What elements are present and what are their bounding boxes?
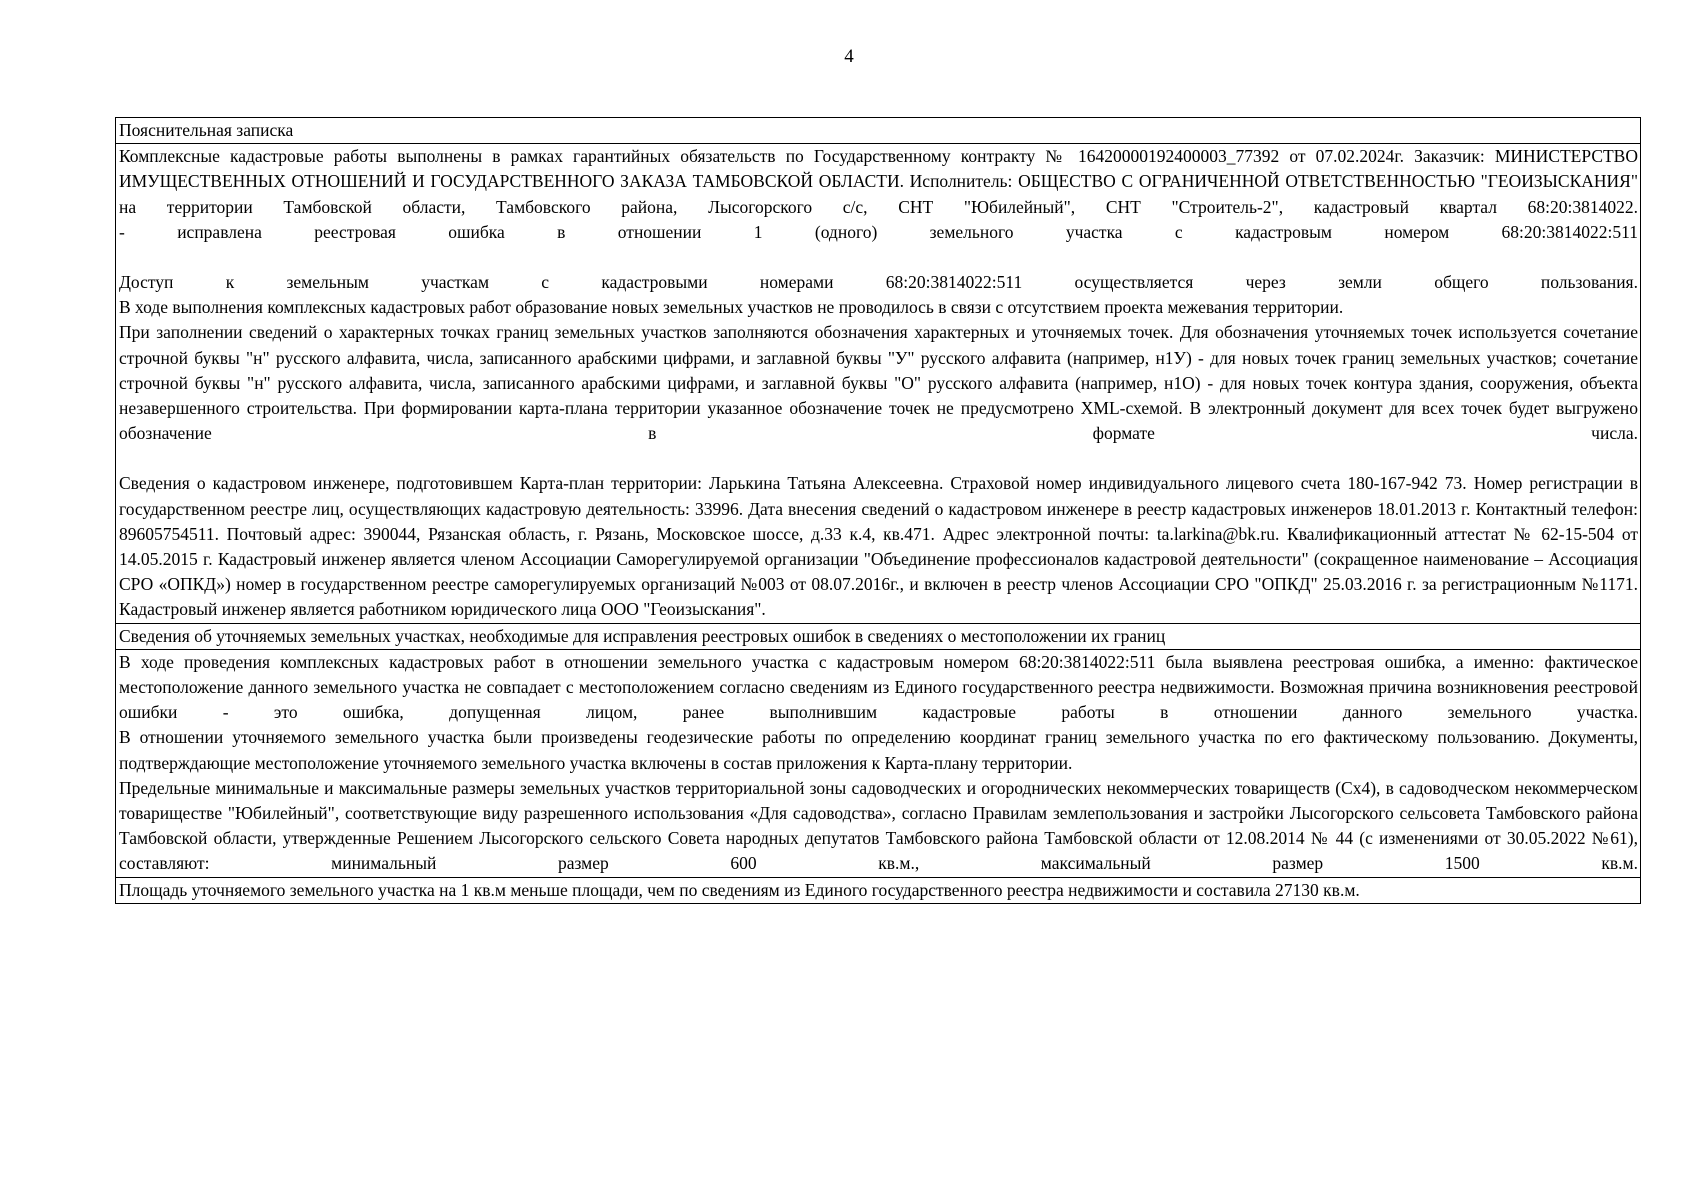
section2-cell (116, 649, 1641, 877)
section2-heading-cell: Сведения об уточняемых земельных участках, необходимые для исправления реестровых ошибок в сведениях о местоположении их границ (116, 623, 1641, 649)
area-cell: Площадь уточняемого земельного участка на 1 кв.м меньше площади, чем по сведениям из Единого государственного реестра недвижимости и составила 27130 кв.м. (116, 877, 1641, 903)
engineer-info-paragraph: Сведения о кадастровом инженере, подготовившем Карта-план территории: Ларькина Татьяна Алексеевна. Страховой номер индивидуального лицевого счета 180-167-942 73. Номер регистрации в государственном реестре лиц, осуществляющих кадастровую деятельность: 33996. Дата внесения сведений о кадастровом инженере в реестр кадастровых инженеров 18.01.2013 г. Контактный телефон: 89605754511. Почтовый адрес: 390044, Рязанская область, г. Рязань, Московское шоссе, д.33 к.4, кв.471. Адрес электронной почты: ta.larkina@bk.ru. Квалификационный аттестат № 62-15-504 от 14.05.2015 г. Кадастровый инженер является членом Ассоциации Саморегулируемой организации "Объединение профессионалов кадастровой деятельности" (сокращенное наименование – Ассоциация СРО «ОПКД») номер в государственном реестре саморегулируемых организаций №003 от 08.07.2016г., и включен в реестр членов Ассоциации СРО "ОПКД" 25.03.2016 г. за регистрационным №1171. Кадастровый инженер является работником юридического лица ООО "Геоизыскания". (119, 473, 1638, 620)
section1-cell (116, 144, 1641, 623)
title-row (116, 118, 1641, 144)
points-designation-paragraph: При заполнении сведений о характерных точках границ земельных участков заполняются обозначения характерных и уточняемых точек. Для обозначения уточняемых точек используется сочетание строчной буквы "н" русского алфавита, числа, записанного арабскими цифрами, и заглавной буквы "У" русского алфавита (например, н1У) - для новых точек границ земельных участков; сочетание строчной буквы "н" русского алфавита, числа, записанного арабскими цифрами, и заглавной буквы "О" русского алфавита (например, н1О) - для новых точек контура здания, сооружения, объекта незавершенного строительства. При формировании карта-плана территории указанное обозначение точек не предусмотрено XML-схемой. В электронный документ для всех точек будет выгружено обозначение в формате числа. (119, 322, 1638, 444)
registry-error-paragraph: В ходе проведения комплексных кадастровых работ в отношении земельного участка с кадастровым номером 68:20:3814022:511 была выявлена реестровая ошибка, а именно: фактическое местоположение данного земельного участка не совпадает с местоположением согласно сведениям из Единого государственного реестра недвижимости. Возможная причина возникновения реестровой ошибки - это ошибка, допущенная лицом, ранее выполнившим кадастровые работы в отношении данного земельного участка. (119, 651, 1638, 723)
section1-row (116, 144, 1641, 623)
new-parcels-paragraph: В ходе выполнения комплексных кадастровых работ образование новых земельных участков не проводилось в связи с отсутствием проекта межевания территории. (119, 297, 1344, 318)
explanatory-note-table (115, 117, 1641, 904)
size-limits-paragraph: Предельные минимальные и максимальные размеры земельных участков территориальной зоны садоводческих и огороднических некоммерческих товариществ (Сх4), в садоводческом некоммерческом товариществе "Юбилейный", соответствующие виду разрешенного использования «Для садоводства», согласно Правилам землепользования и застройки Лысогорского сельсовета Тамбовского района Тамбовской области, утвержденные Решением Лысогорского сельского Совета народных депутатов Тамбовского района Тамбовской области от 12.08.2014 № 44 (с изменениями от 30.05.2022 №61), составляют: минимальный размер 600 кв.м., максимальный размер 1500 кв.м. (119, 777, 1638, 874)
section2-heading-row (116, 623, 1641, 649)
page-number: 4 (844, 46, 854, 67)
correction-paragraph: - исправлена реестровая ошибка в отношении 1 (одного) земельного участка с кадастровым номером 68:20:3814022:511 (119, 221, 1638, 242)
access-paragraph: Доступ к земельным участкам с кадастровыми номерами 68:20:3814022:511 осуществляется через земли общего пользования. (119, 272, 1638, 293)
area-row (116, 877, 1641, 903)
paragraph-gap (119, 446, 1638, 471)
paragraph-gap (119, 245, 1638, 270)
section2-row (116, 649, 1641, 877)
contract-paragraph: Комплексные кадастровые работы выполнены в рамках гарантийных обязательств по Государственному контракту № 16420000192400003_77392 от 07.02.2024г. Заказчик: МИНИСТЕРСТВО ИМУЩЕСТВЕННЫХ ОТНОШЕНИЙ И ГОСУДАРСТВЕННОГО ЗАКАЗА ТАМБОВСКОЙ ОБЛАСТИ. Исполнитель: ОБЩЕСТВО С ОГРАНИЧЕННОЙ ОТВЕТСТВЕННОСТЬЮ "ГЕОИЗЫСКАНИЯ" на территории Тамбовской области, Тамбовского района, Лысогорского с/с, СНТ "Юбилейный", СНТ "Строитель-2", кадастровый квартал 68:20:3814022. (119, 146, 1638, 217)
title-cell: Пояснительная записка (116, 118, 1641, 144)
geodetic-works-paragraph: В отношении уточняемого земельного участка были произведены геодезические работы по определению координат границ земельного участка по его фактическому пользованию. Документы, подтверждающие местоположение уточняемого земельного участка включены в состав приложения к Карта-плану территории. (119, 727, 1638, 773)
